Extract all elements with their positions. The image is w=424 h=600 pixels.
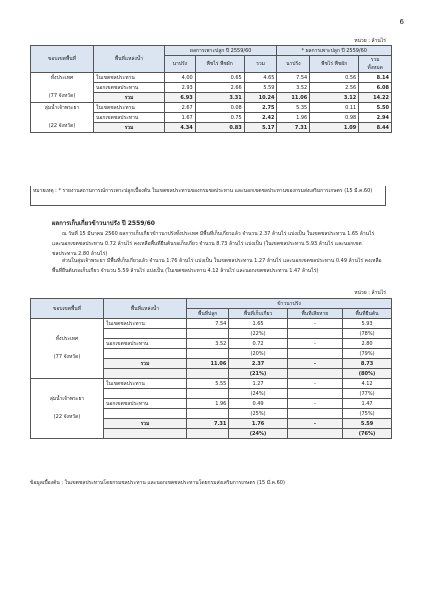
value-cell: 2.94 xyxy=(359,113,392,123)
total-standing-cell: 5.59 xyxy=(343,419,392,429)
value-cell: 2.75 xyxy=(244,103,277,113)
footer-note: ข้อมูลเบื้องต้น : ในเขตชลประทานโดยกรมชลประทาน และนอกเขตชลประทานโดยกรมส่งเสริมการเกษตร (15 มี.ค.60) xyxy=(30,480,285,486)
total-cell: 5.17 xyxy=(244,123,277,133)
value-cell: 7.54 xyxy=(277,73,310,83)
value-cell: 0.11 xyxy=(310,103,359,113)
total-plant-cell: 11.06 xyxy=(187,359,229,369)
region-name: ลุ่มน้ำเจ้าพระยา xyxy=(49,396,85,402)
empty-cell xyxy=(287,389,342,399)
empty-cell xyxy=(187,329,229,339)
paragraph-country: ณ วันที่ 15 มีนาคม 2560 ผลการเก็บเกี่ยวข้าวนาปรังทั้งประเทศ มีพื้นที่เก็บเกี่ยวแล้ว จำนวน 2.37 ล้านไร่ แบ่งเป็น ในเขตชลประทาน 1.65 ล้านไร่ และนอกเขตชลประทาน 0.72 ล้านไร่ คงเหลือพื้นที่ยืนต้นรอเก็บเกี่ยว จำนวน 8.73 ล้านไร่ แบ่งเป็น (ในเขตชลประทาน 5.93 ล้านไร่ และนอกเขตชลประทาน 2.80 ล้านไร่) xyxy=(52,231,375,257)
area-cell: ในเขตชลประทาน xyxy=(104,319,187,329)
col-group2-header: * ผลการเพาะปลูก ปี 2559/60 xyxy=(277,46,392,56)
value-cell: 1.96 xyxy=(277,113,310,123)
empty-cell xyxy=(187,349,229,359)
standing-pct-cell: (77%) xyxy=(343,389,392,399)
plant-cell: 3.52 xyxy=(187,339,229,349)
value-cell: 0.08 xyxy=(195,103,244,113)
col-group-header: ข้าวนาปรัง xyxy=(187,299,392,309)
sub-header-total xyxy=(359,56,392,73)
empty-cell xyxy=(187,409,229,419)
plant-cell: 1.96 xyxy=(187,399,229,409)
planting-table xyxy=(30,45,392,133)
total-label: รวม xyxy=(104,359,187,369)
area-cell: ในเขตชลประทาน xyxy=(94,73,165,83)
total-cell: 11.06 xyxy=(277,93,310,103)
damage-cell: - xyxy=(287,319,342,329)
value-cell: 0.65 xyxy=(195,73,244,83)
harvest-cell: 0.72 xyxy=(229,339,287,349)
standing-cell: 2.80 xyxy=(343,339,392,349)
total-label: รวม xyxy=(94,123,165,133)
standing-cell: 1.47 xyxy=(343,399,392,409)
value-cell: 2.67 xyxy=(165,103,196,113)
col-region-header: ขอบเขตพื้นที่ xyxy=(31,299,104,319)
total-cell: 3.31 xyxy=(195,93,244,103)
total-cell: 0.83 xyxy=(195,123,244,133)
value-cell: 5.35 xyxy=(277,103,310,113)
region-name: ทั้งประเทศ xyxy=(55,336,79,342)
sub-header: พื้นที่ปลูก xyxy=(187,309,229,319)
empty-cell xyxy=(187,369,229,379)
region-sub: (77 จังหวัด) xyxy=(48,93,76,99)
empty-cell xyxy=(187,429,229,439)
sub-header-total-extra: ทั้งหมด xyxy=(367,65,383,71)
total-plant-cell: 7.31 xyxy=(187,419,229,429)
empty-cell xyxy=(104,409,187,419)
empty-cell xyxy=(104,389,187,399)
unit-label-table1: หน่วย : ล้านไร่ xyxy=(354,38,386,44)
region-sub: (22 จังหวัด) xyxy=(48,123,76,129)
value-cell: 4.00 xyxy=(165,73,196,83)
value-cell: 0.98 xyxy=(310,113,359,123)
total-harvest-pct-cell: (21%) xyxy=(229,369,287,379)
value-cell: 1.67 xyxy=(165,113,196,123)
region-cell xyxy=(31,103,94,133)
region-name: ทั้งประเทศ xyxy=(50,75,74,81)
damage-cell: - xyxy=(287,379,342,389)
empty-cell xyxy=(287,349,342,359)
total-label: รวม xyxy=(104,419,187,429)
total-standing-pct-cell: (80%) xyxy=(343,369,392,379)
value-cell: 4.65 xyxy=(244,73,277,83)
sub-header: นาปรัง xyxy=(165,56,196,73)
col-region-header: ขอบเขตพื้นที่ xyxy=(31,46,94,73)
sub-header: นาปรัง xyxy=(277,56,310,73)
total-damage-cell: - xyxy=(287,359,342,369)
standing-cell: 5.93 xyxy=(343,319,392,329)
total-cell: 3.12 xyxy=(310,93,359,103)
region-cell xyxy=(31,379,104,439)
value-cell: 0.56 xyxy=(310,73,359,83)
empty-cell xyxy=(104,329,187,339)
value-cell: 8.14 xyxy=(359,73,392,83)
col-group1-header: ผลการเพาะปลูก ปี 2559/60 xyxy=(165,46,277,56)
area-cell: นอกเขตชลประทาน xyxy=(94,113,165,123)
sub-header-total-label: รวม xyxy=(370,57,380,63)
empty-cell xyxy=(287,409,342,419)
area-cell: นอกเขตชลประทาน xyxy=(104,339,187,349)
value-cell: 5.50 xyxy=(359,103,392,113)
area-cell: นอกเขตชลประทาน xyxy=(104,399,187,409)
total-label: รวม xyxy=(94,93,165,103)
value-cell: 3.52 xyxy=(277,83,310,93)
empty-cell xyxy=(287,369,342,379)
empty-cell xyxy=(287,429,342,439)
sub-header: พืชไร่ พืชผัก xyxy=(195,56,244,73)
area-cell: นอกเขตชลประทาน xyxy=(94,83,165,93)
total-harvest-pct-cell: (24%) xyxy=(229,429,287,439)
standing-pct-cell: (79%) xyxy=(343,349,392,359)
area-cell: ในเขตชลประทาน xyxy=(104,379,187,389)
standing-cell: 4.12 xyxy=(343,379,392,389)
total-standing-pct-cell: (76%) xyxy=(343,429,392,439)
plant-cell: 7.54 xyxy=(187,319,229,329)
region-cell xyxy=(31,73,94,103)
harvest-table xyxy=(30,298,392,439)
harvest-cell: 1.27 xyxy=(229,379,287,389)
total-standing-cell: 8.73 xyxy=(343,359,392,369)
total-cell: 10.24 xyxy=(244,93,277,103)
col-area-header: พื้นที่แหล่งน้ำ xyxy=(94,46,165,73)
harvest-pct-cell: (25%) xyxy=(229,409,287,419)
section-title: ผลการเก็บเกี่ยวข้าวนาปรัง ปี 2559/60 xyxy=(52,220,155,227)
value-cell: 2.56 xyxy=(310,83,359,93)
value-cell: 6.08 xyxy=(359,83,392,93)
total-cell: 8.44 xyxy=(359,123,392,133)
value-cell: 2.42 xyxy=(244,113,277,123)
empty-cell xyxy=(287,329,342,339)
sub-header: พื้นที่เก็บเกี่ยว xyxy=(229,309,287,319)
paragraph-chaophraya: ส่วนในลุ่มเจ้าพระยา มีพื้นที่เก็บเกี่ยวแล้ว จำนวน 1.76 ล้านไร่ แบ่งเป็น ในเขตชลประทาน 1.27 ล้านไร่ และนอกเขตชลประทาน 0.49 ล้านไร่ คงเหลือพื้นที่ยืนต้นรอเก็บเกี่ยว จำนวน 5.59 ล้านไร่ แบ่งเป็น (ในเขตชลประทาน 4.12 ล้านไร่ และนอกเขตชลประทาน 1.47 ล้านไร่) xyxy=(52,258,382,274)
empty-cell xyxy=(104,369,187,379)
total-harvest-cell: 2.37 xyxy=(229,359,287,369)
sub-header: พืชไร่ พืชผัก xyxy=(310,56,359,73)
sub-header: พื้นที่ยืนต้น xyxy=(343,309,392,319)
standing-pct-cell: (75%) xyxy=(343,409,392,419)
harvest-pct-cell: (24%) xyxy=(229,389,287,399)
region-cell xyxy=(31,319,104,379)
region-sub: (22 จังหวัด) xyxy=(53,414,81,420)
harvest-pct-cell: (20%) xyxy=(229,349,287,359)
total-cell: 14.22 xyxy=(359,93,392,103)
total-harvest-cell: 1.76 xyxy=(229,419,287,429)
region-sub: (77 จังหวัด) xyxy=(53,354,81,360)
damage-cell: - xyxy=(287,339,342,349)
empty-cell xyxy=(104,349,187,359)
empty-cell xyxy=(104,429,187,439)
empty-cell xyxy=(187,389,229,399)
value-cell: 2.66 xyxy=(195,83,244,93)
value-cell: 2.93 xyxy=(165,83,196,93)
total-cell: 4.34 xyxy=(165,123,196,133)
plant-cell: 5.55 xyxy=(187,379,229,389)
total-cell: 6.93 xyxy=(165,93,196,103)
col-area-header: พื้นที่แหล่งน้ำ xyxy=(104,299,187,319)
table1-note: หมายเหตุ : * รายงานสถานการณ์การเพาะปลูกเบื้องต้น ในเขตชลประทานของกรมชลประทาน และนอกเขตชลประทานของกรมส่งเสริมการเกษตร (15 มี.ค.60) xyxy=(30,186,386,206)
sub-header: รวม xyxy=(244,56,277,73)
harvest-cell: 0.49 xyxy=(229,399,287,409)
total-damage-cell: - xyxy=(287,419,342,429)
harvest-cell: 1.65 xyxy=(229,319,287,329)
standing-pct-cell: (78%) xyxy=(343,329,392,339)
page-number: 6 xyxy=(399,18,404,26)
total-cell: 1.09 xyxy=(310,123,359,133)
value-cell: 0.75 xyxy=(195,113,244,123)
sub-header: พื้นที่เสียหาย xyxy=(287,309,342,319)
value-cell: 5.59 xyxy=(244,83,277,93)
unit-label-table2: หน่วย : ล้านไร่ xyxy=(354,290,386,296)
damage-cell: - xyxy=(287,399,342,409)
region-name: ลุ่มน้ำเจ้าพระยา xyxy=(44,105,80,111)
total-cell: 7.31 xyxy=(277,123,310,133)
area-cell: ในเขตชลประทาน xyxy=(94,103,165,113)
harvest-pct-cell: (22%) xyxy=(229,329,287,339)
